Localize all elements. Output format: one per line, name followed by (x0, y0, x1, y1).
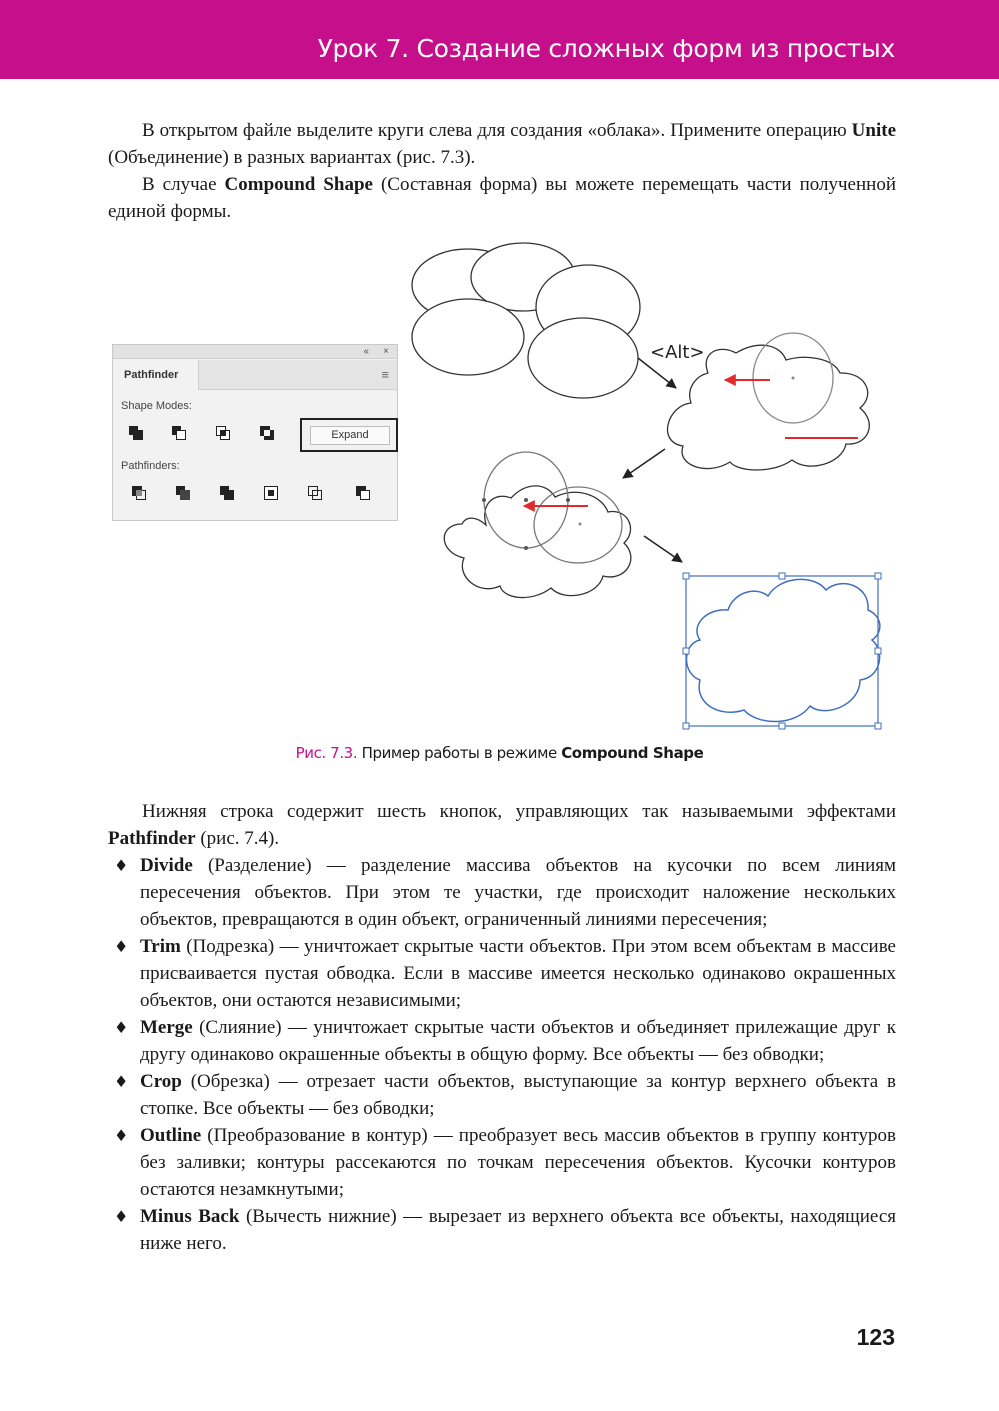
flow-arrow (644, 536, 682, 562)
list-item: ♦ Minus Back (Вычесть нижние) — вырезает из верхнего объекта все объекты, находящиеся ниже него. (108, 1203, 896, 1257)
cloud-outline (444, 486, 631, 598)
bullet-icon: ♦ (114, 1207, 129, 1226)
crop-icon[interactable] (262, 484, 280, 502)
pathfinders-label: Pathfinders: (121, 460, 180, 472)
selected-circle (534, 487, 622, 563)
cloud-outline (687, 579, 880, 721)
shape-modes-label: Shape Modes: (121, 400, 192, 412)
minus-front-icon[interactable] (170, 424, 188, 442)
bullet-icon: ♦ (114, 937, 129, 956)
header-bar (0, 0, 999, 79)
collapse-icon[interactable]: « (363, 346, 369, 357)
tab-strip (199, 360, 397, 390)
bullet-icon: ♦ (114, 1072, 129, 1091)
caption-bold: Compound Shape (561, 744, 704, 762)
list-item: ♦ Divide (Разделение) — разделение массива объектов на кусочки по всем линиям пересечения объектов. При этом те участки, где происходит наложение нескольких объектов, превращаются в один объект, ограниченный линиями пересечения; (108, 852, 896, 933)
bullet-icon: ♦ (114, 1126, 129, 1145)
figure-7-3 (108, 240, 896, 780)
ellipse (412, 299, 524, 375)
minus-back-icon[interactable] (354, 484, 372, 502)
ellipse-group (412, 243, 640, 398)
list-item: ♦ Trim (Подрезка) — уничтожает скрытые части объектов. При этом всем объектам в массиве присваивается пустая обводка. Если в массиве имеется несколько одинаково окрашенных объектов, они остаются независимыми; (108, 933, 896, 1014)
flow-arrow (623, 449, 665, 478)
page-number: 123 (856, 1324, 895, 1350)
cloud-selected (444, 452, 631, 598)
list-item: ♦ Outline (Преобразование в контур) — преобразует весь массив объектов в группу контуров без заливки; контуры рассекаются по точкам пересечения объектов. Кусочки контуров остаются незамкнутыми; (108, 1122, 896, 1203)
bullet-icon: ♦ (114, 1018, 129, 1037)
cloud-expanded (683, 573, 881, 729)
outline-icon[interactable] (306, 484, 324, 502)
list-item: ♦ Crop (Обрезка) — отрезает части объектов, выступающие за контур верхнего объекта в стопке. Все объекты — без обводки; (108, 1068, 896, 1122)
intro-paragraph-1: В открытом файле выделите круги слева для создания «облака». Примените операцию Unite (Объединение) в разных вариантах (рис. 7.3). (108, 120, 896, 168)
trim-icon[interactable] (174, 484, 192, 502)
pathfinder-effects-list (108, 852, 896, 1257)
exclude-icon[interactable] (258, 424, 276, 442)
pathfinder-panel (112, 344, 398, 521)
cloud-outline (668, 345, 870, 470)
divide-icon[interactable] (130, 484, 148, 502)
ellipse (528, 318, 638, 398)
panel-menu-icon[interactable]: ≡ (381, 367, 389, 382)
alt-key-label: <Alt> (650, 342, 705, 363)
caption-text: Пример работы в режиме (357, 744, 562, 762)
figure-caption (0, 744, 999, 762)
list-item: ♦ Merge (Слияние) — уничтожает скрытые части объектов и объединяет прилежащие друг к другу одинаково окрашенные объекты в общую форму. Все объекты — без обводки; (108, 1014, 896, 1068)
expand-button[interactable]: Expand (310, 426, 390, 445)
intro-paragraph-2: В случае Compound Shape (Составная форма) вы можете перемещать части полученной единой формы. (108, 174, 896, 222)
panel-titlebar (113, 345, 397, 359)
chapter-title: Урок 7. Создание сложных форм из простых (317, 34, 895, 63)
close-icon[interactable]: × (383, 346, 389, 357)
expand-highlight (300, 418, 398, 452)
unite-icon[interactable] (127, 424, 145, 442)
caption-number: Рис. 7.3. (295, 744, 358, 762)
bounding-box (686, 576, 878, 726)
intersect-icon[interactable] (214, 424, 232, 442)
body-paragraph: Нижняя строка содержит шесть кнопок, управляющих так называемыми эффектами Pathfinder (рис. 7.4). (108, 801, 896, 849)
merge-icon[interactable] (218, 484, 236, 502)
intro-text (108, 117, 896, 225)
tab-pathfinder[interactable]: Pathfinder (113, 360, 199, 390)
bullet-icon: ♦ (114, 856, 129, 875)
body-intro (108, 798, 896, 852)
